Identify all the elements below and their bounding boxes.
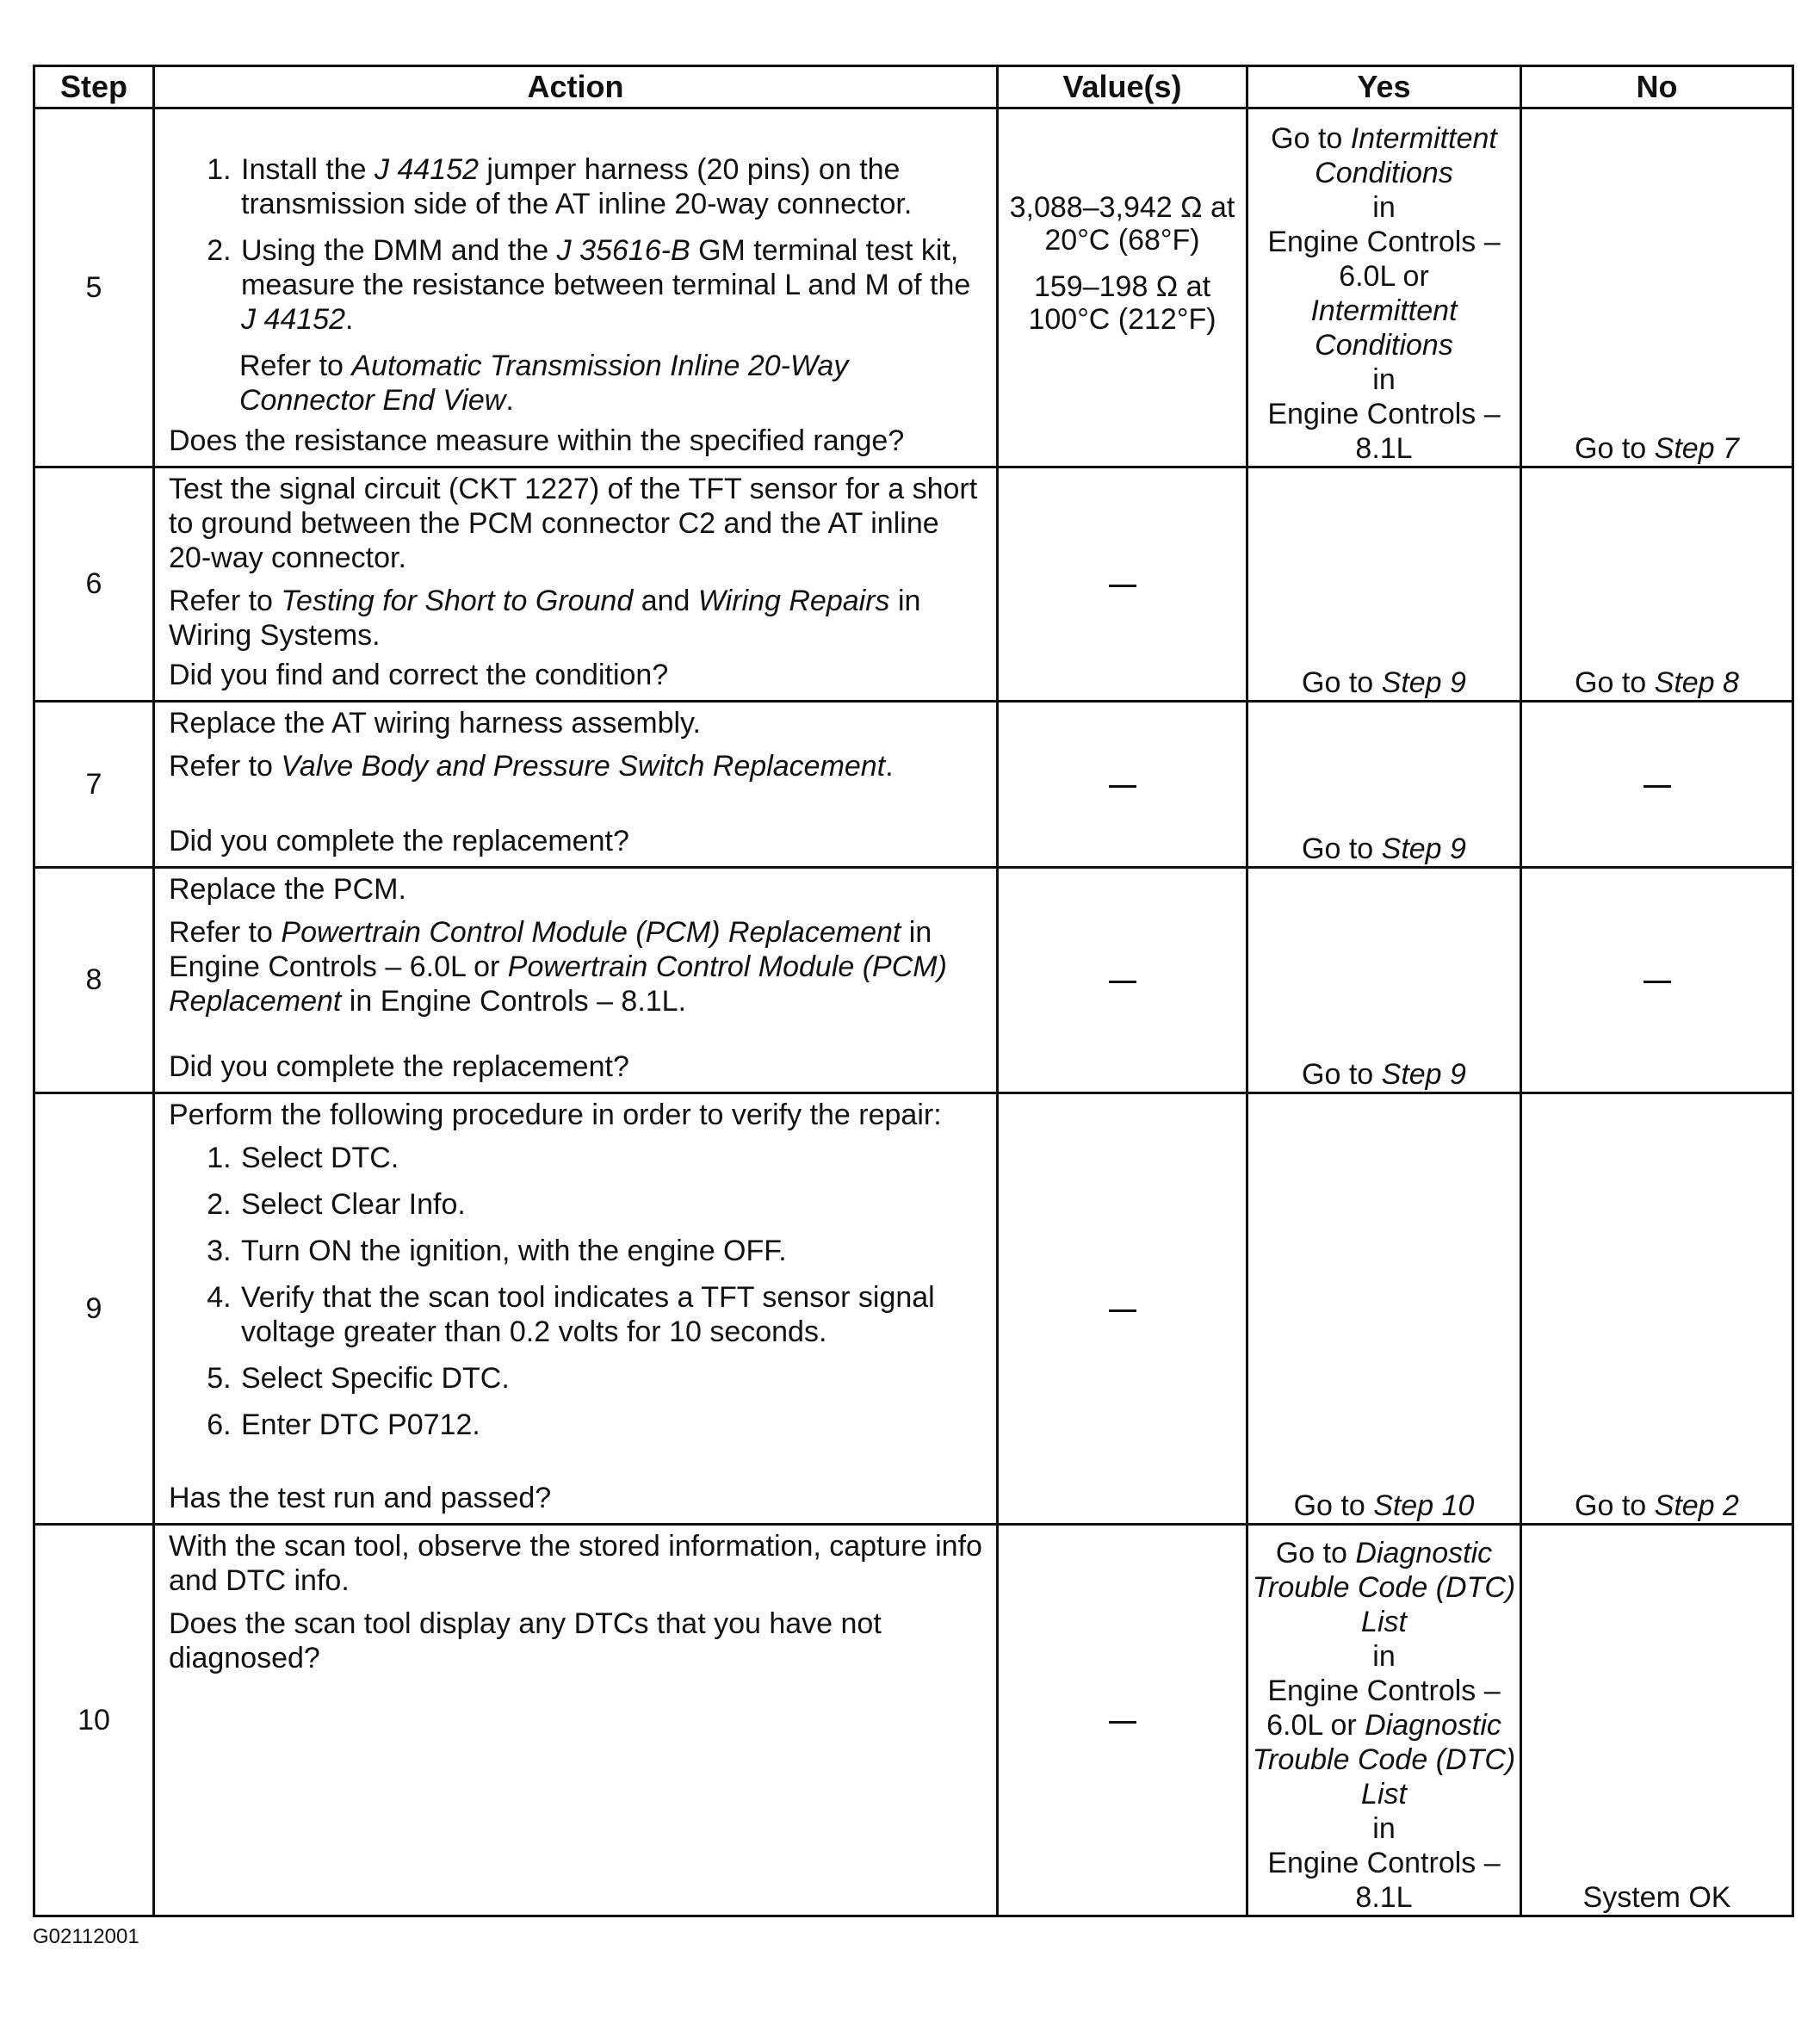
table-row-step-6 [34, 467, 1793, 702]
table-row-step-10 [34, 1525, 1793, 1916]
figure-id: G02112001 [33, 1925, 139, 1948]
procedure-item: 1. Select DTC. [239, 1141, 986, 1175]
header-row [34, 66, 1793, 108]
step-number: 6 [34, 467, 154, 702]
reference-text: Refer to Testing for Short to Ground and Wiring Repairs in Wiring Systems. [169, 585, 921, 652]
header-values: Value(s) [998, 66, 1247, 108]
instruction-text: Replace the AT wiring harness assembly. [169, 707, 701, 740]
values-cell [998, 1093, 1247, 1525]
action-cell [154, 702, 998, 868]
header-yes: Yes [1247, 66, 1521, 108]
question-text: Did you complete the replacement? [169, 1050, 629, 1083]
table-row-step-8 [34, 868, 1793, 1093]
yes-cell: Go to Step 10 [1247, 1093, 1521, 1525]
yes-cell: Go to Diagnostic Trouble Code (DTC) List in Engine Controls – 6.0L or Diagnostic Trouble Code (DTC) List in Engine Controls – 8.1L [1247, 1525, 1521, 1916]
step-number: 7 [34, 702, 154, 868]
values-cell [998, 702, 1247, 868]
diagnostic-table [33, 65, 1794, 1917]
values-cell [998, 1525, 1247, 1916]
header-step: Step [34, 66, 154, 108]
header-no: No [1521, 66, 1793, 108]
values-cell [998, 467, 1247, 702]
question-text: Did you find and correct the condition? [169, 659, 669, 691]
instruction-text: Perform the following procedure in order to verify the repair: [169, 1099, 942, 1131]
value-dash [1109, 785, 1136, 788]
action-cell [154, 1093, 998, 1525]
table-row-step-5 [34, 108, 1793, 467]
no-cell: System OK [1521, 1525, 1793, 1916]
yes-cell: Go to Intermittent Conditions in Engine Controls – 6.0L or Intermittent Conditions in Engine Controls – 8.1L [1247, 108, 1521, 467]
yes-cell: Go to Step 9 [1247, 467, 1521, 702]
step-number: 10 [34, 1525, 154, 1916]
no-cell [1521, 868, 1793, 1093]
procedure-item: 1. Install the J 44152 jumper harness (20 pins) on the transmission side of the AT inline 20-way connector. [239, 152, 986, 221]
value-range: 3,088–3,942 Ω at 20°C (68°F) [1009, 191, 1235, 257]
value-dash [1644, 981, 1671, 983]
value-dash [1109, 1721, 1136, 1724]
step-number: 5 [34, 108, 154, 467]
no-cell [1521, 702, 1793, 868]
question-text: Does the resistance measure within the specified range? [169, 424, 905, 457]
action-cell [154, 108, 998, 467]
values-cell [998, 108, 1247, 467]
instruction-text: Replace the PCM. [169, 873, 406, 906]
value-dash [1109, 1309, 1136, 1312]
instruction-text: Test the signal circuit (CKT 1227) of the TFT sensor for a short to ground between the PCM connector C2 and the AT inline 20-way connector. [169, 473, 978, 574]
value-dash [1109, 981, 1136, 983]
action-cell [154, 467, 998, 702]
no-cell: Go to Step 7 [1521, 108, 1793, 467]
procedure-item: 5. Select Specific DTC. [239, 1361, 986, 1396]
procedure-item: 2. Using the DMM and the J 35616-B GM terminal test kit, measure the resistance between terminal L and M of the J 44152. [239, 233, 986, 337]
step-number: 8 [34, 868, 154, 1093]
action-cell [154, 868, 998, 1093]
procedure-item: 2. Select Clear Info. [239, 1187, 986, 1222]
header-action: Action [154, 66, 998, 108]
values-cell [998, 868, 1247, 1093]
value-range: 159–198 Ω at 100°C (212°F) [1028, 270, 1216, 336]
no-cell: Go to Step 2 [1521, 1093, 1793, 1525]
procedure-item: 6. Enter DTC P0712. [239, 1408, 986, 1442]
question-text: Has the test run and passed? [169, 1482, 552, 1514]
question-text: Does the scan tool display any DTCs that you have not diagnosed? [169, 1607, 882, 1674]
reference-text: Refer to Powertrain Control Module (PCM) Replacement in Engine Controls – 6.0L or Powertrain Control Module (PCM) Replacement in Engine Controls – 8.1L. [169, 916, 947, 1018]
step-number: 9 [34, 1093, 154, 1525]
reference-text: Refer to Valve Body and Pressure Switch Replacement. [169, 750, 894, 783]
no-cell: Go to Step 8 [1521, 467, 1793, 702]
reference-text: Refer to Automatic Transmission Inline 20-Way Connector End View. [239, 350, 849, 417]
yes-cell: Go to Step 9 [1247, 868, 1521, 1093]
value-dash [1109, 585, 1136, 587]
question-text: Did you complete the replacement? [169, 825, 629, 857]
procedure-item: 3. Turn ON the ignition, with the engine OFF. [239, 1234, 986, 1268]
yes-cell: Go to Step 9 [1247, 702, 1521, 868]
table-row-step-9 [34, 1093, 1793, 1525]
table-row-step-7 [34, 702, 1793, 868]
value-dash [1644, 785, 1671, 788]
action-cell [154, 1525, 998, 1916]
instruction-text: With the scan tool, observe the stored information, capture info and DTC info. [169, 1530, 982, 1597]
procedure-item: 4. Verify that the scan tool indicates a TFT sensor signal voltage greater than 0.2 volts for 10 seconds. [239, 1280, 986, 1349]
